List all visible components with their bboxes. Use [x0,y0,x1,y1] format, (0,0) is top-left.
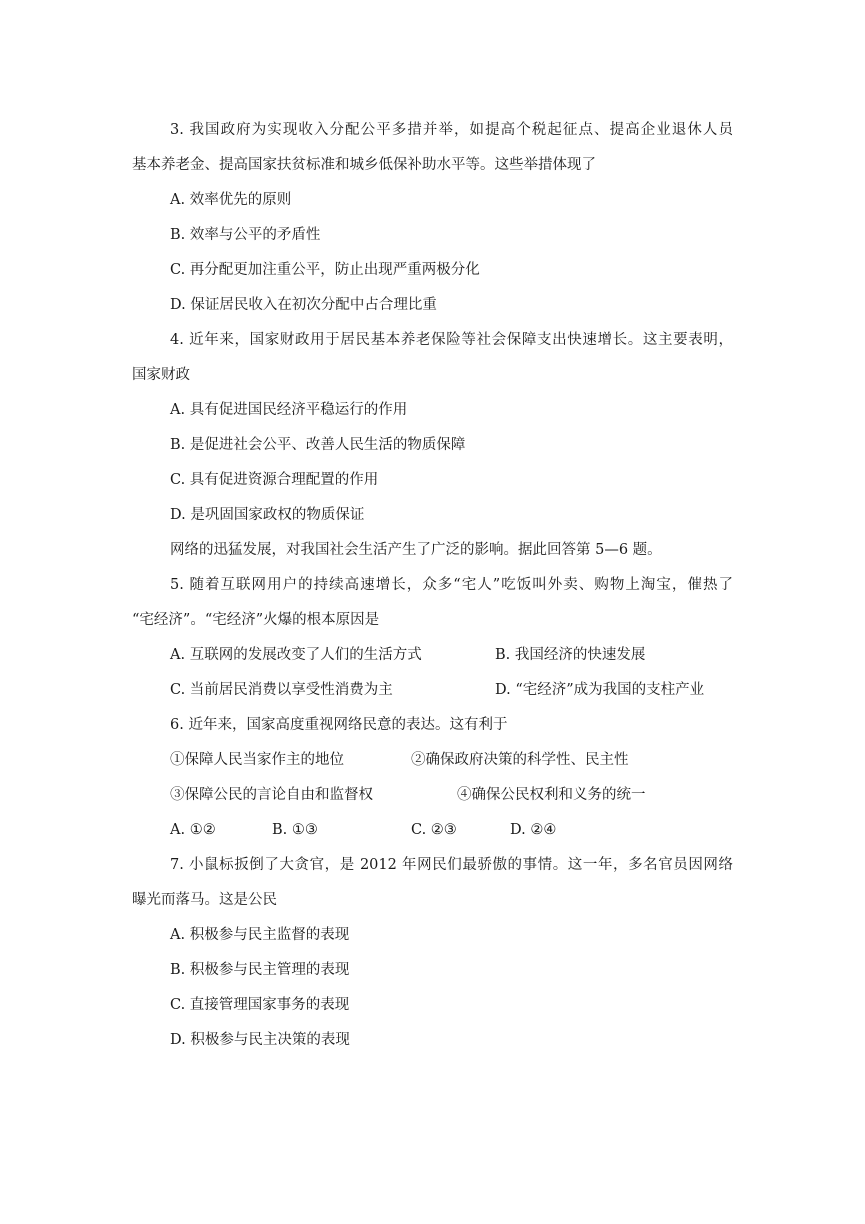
q5-6-intro: 网络的迅猛发展，对我国社会生活产生了广泛的影响。据此回答第 5—6 题。 [170,542,662,558]
q6-option-a: A. ①② [170,822,216,838]
q5-option-c: C. 当前居民消费以享受性消费为主 [170,682,393,698]
q5-stem-line2: “宅经济”。“宅经济”火爆的根本原因是 [132,612,380,628]
q3-option-d: D. 保证居民收入在初次分配中占合理比重 [170,297,437,313]
q7-option-d: D. 积极参与民主决策的表现 [170,1032,350,1048]
q5-option-d: D. “宅经济”成为我国的支柱产业 [495,682,705,698]
q6-item-3: ③保障公民的言论自由和监督权 [170,787,373,803]
q7-stem-line2: 曝光而落马。这是公民 [132,892,277,908]
q7-option-b: B. 积极参与民主管理的表现 [170,962,350,978]
q7-stem-line1: 7. 小鼠标扳倒了大贪官，是 2012 年网民们最骄傲的事情。这一年，多名官员因网络 [170,857,733,873]
q6-item-4: ④确保公民权利和义务的统一 [457,787,646,803]
q6-stem: 6. 近年来，国家高度重视网络民意的表达。这有利于 [170,717,508,733]
q4-option-b: B. 是促进社会公平、改善人民生活的物质保障 [170,437,466,453]
q5-option-b: B. 我国经济的快速发展 [495,647,646,663]
q4-option-a: A. 具有促进国民经济平稳运行的作用 [170,402,408,418]
q4-stem-line1: 4. 近年来，国家财政用于居民基本养老保险等社会保障支出快速增长。这主要表明， [170,332,733,348]
q3-option-a: A. 效率优先的原则 [170,192,292,208]
q6-option-d: D. ②④ [510,822,557,838]
q4-option-c: C. 具有促进资源合理配置的作用 [170,472,379,488]
q3-option-c: C. 再分配更加注重公平，防止出现严重两极分化 [170,262,480,278]
q5-option-a: A. 互联网的发展改变了人们的生活方式 [170,647,422,663]
q3-stem-line1: 3. 我国政府为实现收入分配公平多措并举，如提高个税起征点、提高企业退休人员 [170,122,733,138]
q6-item-2: ②确保政府决策的科学性、民主性 [411,752,629,768]
q6-option-b: B. ①③ [272,822,318,838]
q5-stem-line1: 5. 随着互联网用户的持续高速增长，众多“宅人”吃饭叫外卖、购物上淘宝，催热了 [170,577,733,593]
q4-option-d: D. 是巩固国家政权的物质保证 [170,507,365,523]
q6-item-1: ①保障人民当家作主的地位 [170,752,344,768]
q3-option-b: B. 效率与公平的矛盾性 [170,227,321,243]
q6-option-c: C. ②③ [411,822,457,838]
q7-option-a: A. 积极参与民主监督的表现 [170,927,350,943]
q3-stem-line2: 基本养老金、提高国家扶贫标准和城乡低保补助水平等。这些举措体现了 [132,157,596,173]
q7-option-c: C. 直接管理国家事务的表现 [170,997,350,1013]
q4-stem-line2: 国家财政 [132,367,190,383]
